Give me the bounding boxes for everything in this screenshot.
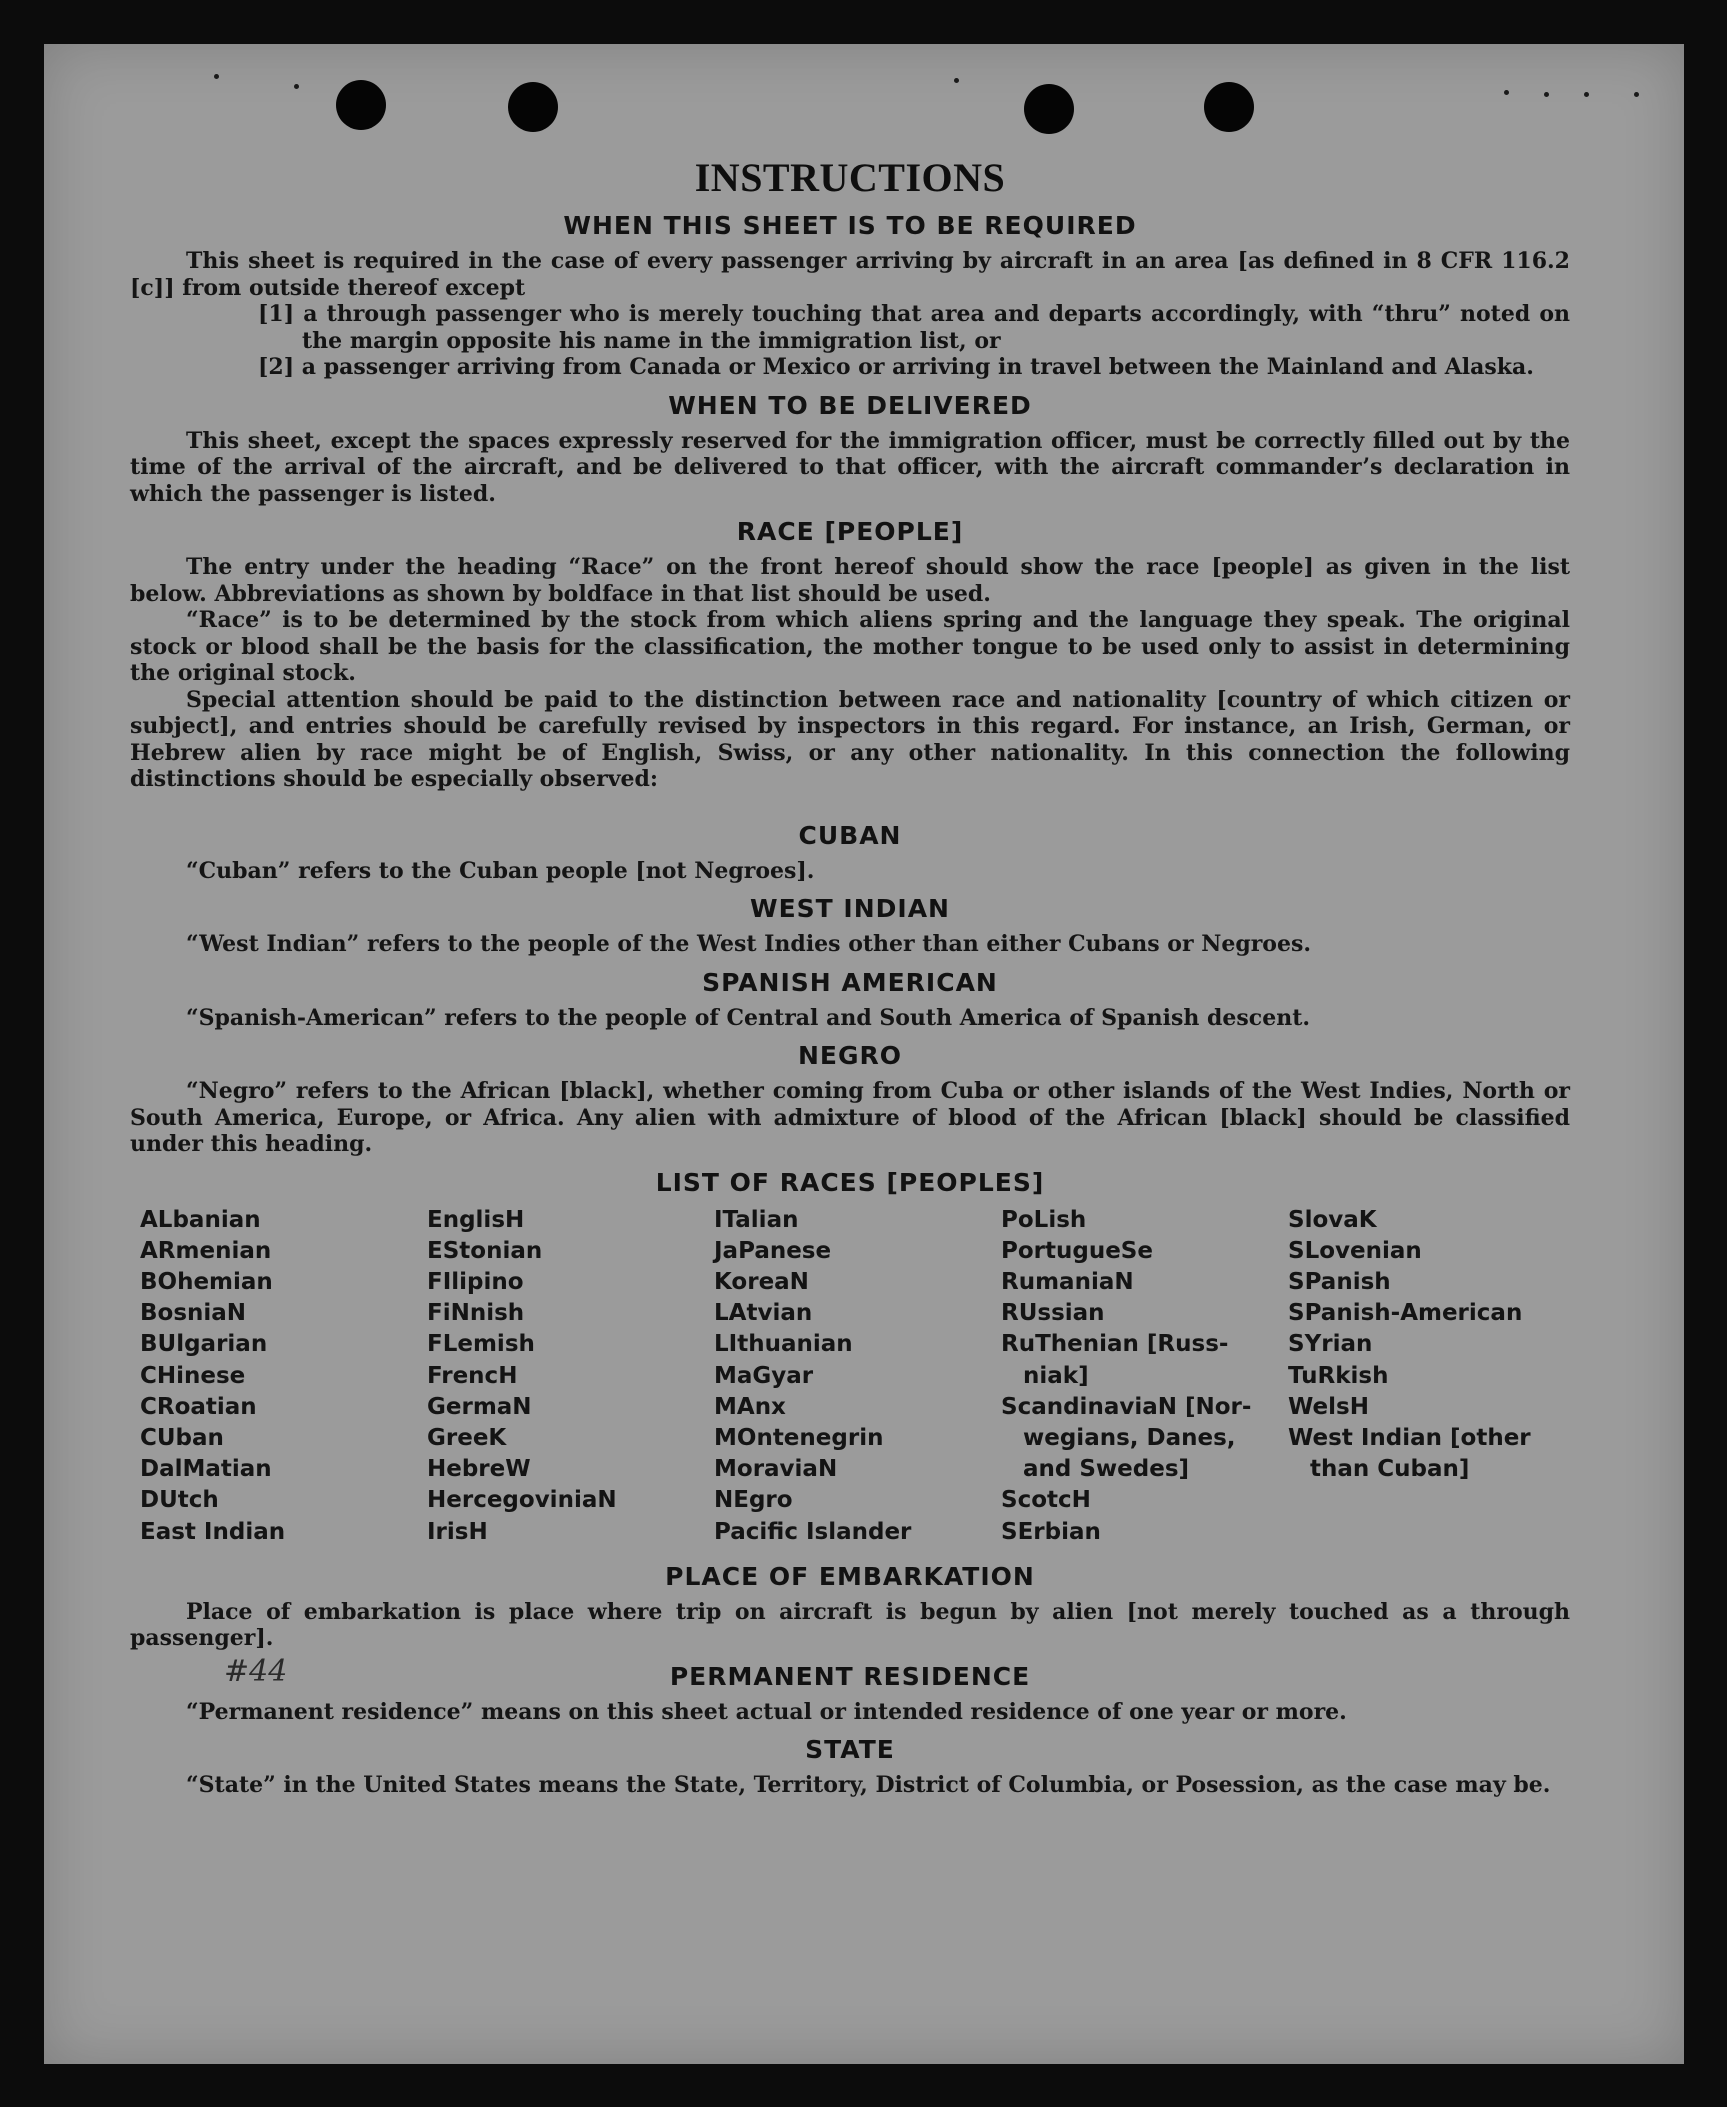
heading-negro: NEGRO: [797, 1041, 903, 1070]
race-entry: West Indian [other: [1288, 1424, 1531, 1451]
heading-cuban: CUBAN: [798, 820, 902, 850]
race-entry: RuThenian [Russ-: [1001, 1331, 1229, 1358]
heading-embarkation: PLACE OF EMBARKATION: [665, 1561, 1035, 1591]
race-paragraph-1: The entry under the heading “Race” on the front hereof should show the race [people] as given in the list below. Abbreviations as shown by boldface in that list should be used.: [130, 554, 1570, 607]
race-entry: BUlgarian: [140, 1331, 268, 1358]
page-title: INSTRUCTIONS: [694, 155, 1006, 200]
race-entry: FIlipino: [427, 1268, 524, 1295]
race-entry: TuRkish: [1288, 1362, 1389, 1389]
race-entry: FLemish: [427, 1331, 535, 1358]
race-entry: MOntenegrin: [714, 1424, 884, 1451]
race-entry: ARmenian: [140, 1237, 272, 1264]
race-entry: Pacific Islander: [714, 1518, 912, 1545]
race-entry: and Swedes]: [1023, 1456, 1190, 1483]
race-entry: ScotcH: [1001, 1487, 1091, 1514]
races-column-3: [714, 1205, 1001, 1548]
heading-when-required: WHEN THIS SHEET IS TO BE REQUIRED: [563, 211, 1137, 240]
heading-race: RACE [PEOPLE]: [736, 517, 964, 546]
race-entry: DUtch: [140, 1487, 219, 1514]
race-entry: East Indian: [140, 1518, 286, 1545]
heading-list-of-races: LIST OF RACES [PEOPLES]: [655, 1167, 1045, 1197]
race-entry: CHinese: [140, 1362, 246, 1389]
race-entry: PoLish: [1001, 1206, 1087, 1233]
race-entry: MoraviaN: [714, 1456, 838, 1483]
handwritten-mark: #44: [224, 1654, 288, 1689]
spanish-american-text: “Spanish-American” refers to the people of Central and South America of Spanish descent.: [186, 1004, 1311, 1031]
races-list: [140, 1205, 1570, 1548]
race-entry: ScandinaviaN [Nor-: [1001, 1393, 1252, 1420]
punch-hole-4: [1204, 82, 1254, 132]
race-entry: than Cuban]: [1310, 1456, 1470, 1483]
punch-hole-1: [336, 80, 386, 130]
race-entry: MAnx: [714, 1393, 786, 1420]
race-entry: RUssian: [1001, 1300, 1105, 1327]
when-required-item-2: [2] a passenger arriving from Canada or Mexico or arriving in travel between the Mainland and Alaska.: [258, 354, 1534, 380]
race-paragraph-3: Special attention should be paid to the distinction between race and nationality [country of which citizen or subject], and entries should be carefully revised by inspectors in this regard. For instance, an Irish, German, or Hebrew alien by race might be of English, Swiss, or any other nationality. In this connection the following distinctions should be especially observed:: [130, 686, 1570, 792]
race-entry: CRoatian: [140, 1393, 257, 1420]
race-entry: GreeK: [427, 1424, 507, 1451]
race-entry: LIthuanian: [714, 1331, 853, 1358]
instructions-content: [130, 154, 1570, 1799]
when-required-intro: This sheet is required in the case of every passenger arriving by aircraft in an area [as defined in 8 CFR 116.2 [c]] from outside thereof except: [130, 248, 1570, 301]
race-entry: SlovaK: [1288, 1206, 1377, 1233]
race-entry: WelsH: [1288, 1393, 1369, 1420]
race-entry: SLovenian: [1288, 1237, 1422, 1264]
state-text: “State” in the United States means the State, Territory, District of Columbia, or Posession, as the case may be.: [186, 1772, 1551, 1799]
when-required-item-1: [1] a through passenger who is merely touching that area and departs accordingly, with “thru” noted on the margin opposite his name in the immigration list, or: [258, 301, 1570, 354]
race-entry: BOhemian: [140, 1268, 273, 1295]
west-indian-text: “West Indian” refers to the people of the West Indies other than either Cubans or Negroes.: [186, 931, 1312, 957]
races-column-1: [140, 1205, 427, 1548]
race-entry: FrencH: [427, 1362, 518, 1389]
race-paragraph-2: “Race” is to be determined by the stock from which aliens spring and the language they speak. The original stock or blood shall be the basis for the classification, the mother tongue to be used only to assist in determining the original stock.: [130, 607, 1570, 686]
when-delivered-text: This sheet, except the spaces expressly reserved for the immigration officer, must be correctly filled out by the time of the arrival of the aircraft, and be delivered to that officer, with the aircraft commander’s declaration in which the passenger is listed.: [130, 427, 1570, 507]
race-entry: FiNnish: [427, 1300, 525, 1327]
embarkation-text: Place of embarkation is place where trip on aircraft is begun by alien [not merely touched as a through passenger].: [130, 1598, 1570, 1652]
race-entry: EnglisH: [427, 1206, 525, 1233]
heading-west-indian: WEST INDIAN: [750, 894, 950, 923]
race-entry: EStonian: [427, 1237, 543, 1264]
race-entry: JaPanese: [714, 1237, 832, 1264]
race-entry: PortugueSe: [1001, 1237, 1153, 1264]
document-sheet: [44, 44, 1684, 2064]
race-entry: SPanish: [1288, 1268, 1391, 1295]
race-entry: SYrian: [1288, 1331, 1373, 1358]
race-entry: CUban: [140, 1424, 224, 1451]
race-entry: HercegoviniaN: [427, 1487, 617, 1514]
race-entry: NEgro: [714, 1487, 793, 1514]
race-entry: IrisH: [427, 1518, 488, 1545]
race-entry: HebreW: [427, 1456, 531, 1483]
race-entry: MaGyar: [714, 1362, 814, 1389]
race-entry: SErbian: [1001, 1518, 1101, 1545]
race-entry: DalMatian: [140, 1456, 272, 1483]
heading-permanent-residence: PERMANENT RESIDENCE: [669, 1661, 1031, 1691]
races-column-4: [1001, 1205, 1288, 1548]
race-entry: ITalian: [714, 1206, 799, 1233]
heading-spanish-american: SPANISH AMERICAN: [702, 967, 998, 997]
punch-hole-3: [1024, 84, 1074, 134]
race-entry: ALbanian: [140, 1206, 261, 1233]
race-entry: KoreaN: [714, 1268, 809, 1295]
race-entry: GermaN: [427, 1393, 532, 1420]
race-entry: LAtvian: [714, 1300, 813, 1327]
cuban-text: “Cuban” refers to the Cuban people [not Negroes].: [186, 857, 815, 884]
race-entry: SPanish-American: [1288, 1300, 1523, 1327]
heading-when-delivered: WHEN TO BE DELIVERED: [668, 390, 1032, 420]
punch-hole-2: [508, 82, 558, 132]
races-column-5: [1288, 1205, 1575, 1548]
race-entry: RumaniaN: [1001, 1268, 1134, 1295]
permanent-residence-text: “Permanent residence” means on this sheet actual or intended residence of one year or more.: [186, 1698, 1347, 1725]
race-entry: wegians, Danes,: [1023, 1424, 1236, 1451]
race-entry: niak]: [1023, 1362, 1089, 1389]
heading-state: STATE: [805, 1735, 895, 1765]
negro-text: “Negro” refers to the African [black], whether coming from Cuba or other islands of the West Indies, North or South America, Europe, or Africa. Any alien with admixture of blood of the African [black] should be classified under this heading.: [130, 1078, 1570, 1157]
races-column-2: [427, 1205, 714, 1548]
race-entry: BosniaN: [140, 1300, 247, 1327]
